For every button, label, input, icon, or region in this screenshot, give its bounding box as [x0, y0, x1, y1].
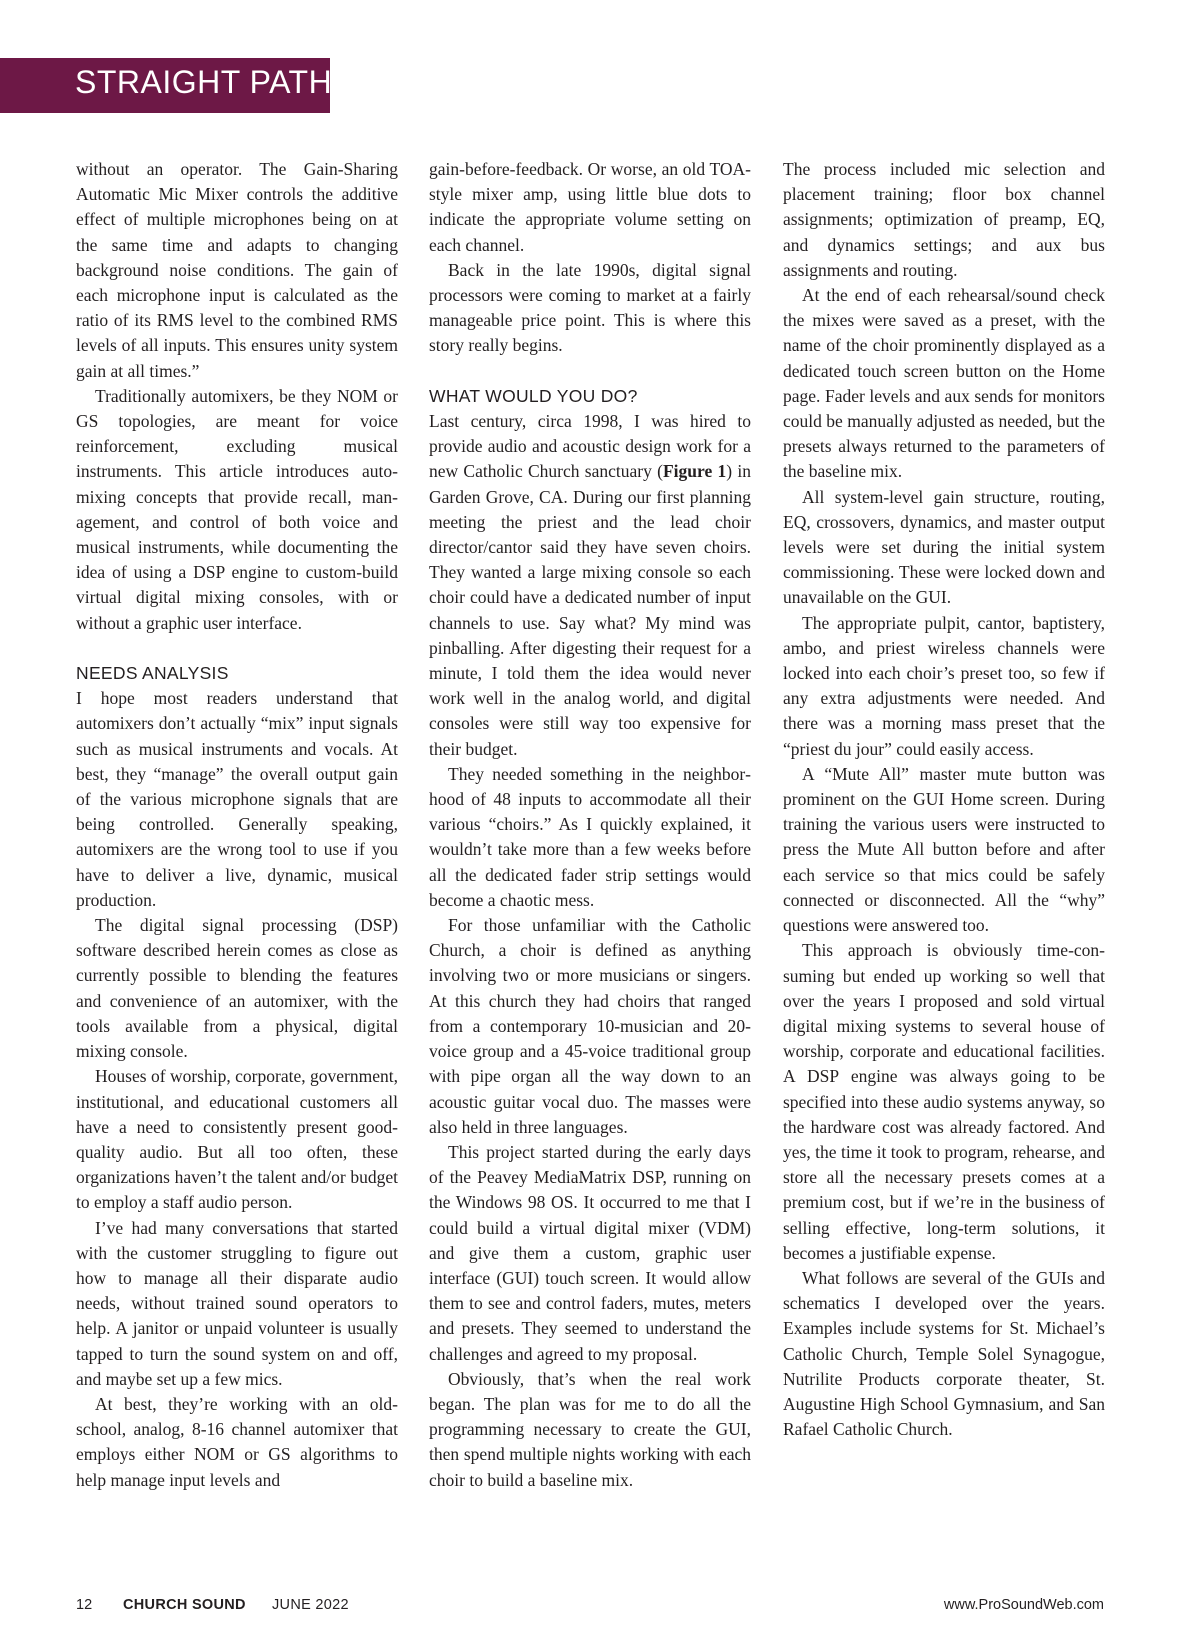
section-heading: WHAT WOULD YOU DO?	[429, 385, 638, 406]
section-heading: NEEDS ANALYSIS	[76, 663, 229, 684]
issue-date: JUNE 2022	[272, 1597, 349, 1613]
paragraph: The process included mic selection and placement training; floor box channel assignments; optimization of preamp, EQ, and dynamics settings; and aux bus assignments and routing.	[783, 159, 1105, 280]
article-column-2	[429, 157, 751, 1493]
paragraph: The digital signal processing (DSP) software described herein comes as close as currently possible to blending the features and convenience of an automixer, with the tools available from a physical, digital mixing console.	[76, 915, 398, 1062]
paragraph-text: ) in Garden Grove, CA. During our first planning meeting the priest and the lead choir director/cantor said they have seven choirs. They wanted a large mixing console so each choir could have a dedicated number of input channels to use. Say what? My mind was pinballing. After digesting their request for a minute, I told them the idea would never work well in the analog world, and digital consoles were still way too expensive for their budget.	[429, 461, 751, 759]
paragraph: I hope most readers understand that automixers don’t actually “mix” input signals such as musical instruments and vocals. At best, they “manage” the overall output gain of the various microphone signals that are being controlled. Generally speaking, automixers are the wrong tool to use if you have to deliver a live, dynamic, musical production.	[76, 688, 398, 910]
paragraph: This approach is obviously time-consuming but ended up working so well that over the years I proposed and sold virtual digital mixing systems to several house of worship, corporate and educational facilities. A DSP engine was always going to be specified into these audio systems anyway, so the hardware cost was already factored. And yes, the time it took to program, rehearse, and store all the necessary presets comes at a premium cost, but if we’re in the business of selling effective, long-term solutions, it becomes a justifiable expense.	[783, 940, 1105, 1263]
paragraph: This project started during the early days of the Peavey MediaMatrix DSP, running on the Windows 98 OS. It occurred to me that I could build a virtual digital mixer (VDM) and give them a custom, graphic user interface (GUI) touch screen. It would allow them to see and control faders, mutes, meters and presets. They seemed to understand the challenges and agreed to my proposal.	[429, 1141, 751, 1364]
section-spacer	[429, 359, 751, 384]
paragraph: Traditionally automixers, be they NOM or GS topologies, are meant for voice reinforcement, excluding musical instruments. This article introduces automixing concepts that provide recall, management, and control of both voice and musical instruments, while documenting the idea of using a DSP engine to custom-build virtual digital mixing consoles, with or without a graphic user interface.	[76, 385, 398, 633]
paragraph: I’ve had many conversations that started with the customer struggling to figure out how to manage all their disparate audio needs, without trained sound operators to help. A janitor or unpaid volunteer is usually tapped to turn the sound system on and off, and maybe set up a few mics.	[76, 1217, 398, 1389]
website-url: www.ProSoundWeb.com	[943, 1597, 1104, 1613]
paragraph-text: Last century, circa 1998, I was hired to provide audio and acoustic design work for a new Catholic Church sanctuary (	[429, 411, 751, 482]
section-spacer	[76, 636, 398, 661]
paragraph: without an operator. The Gain-Sharing Automatic Mic Mixer controls the additive effect of multiple microphones being on at the same time and adapts to changing background noise conditions. The gain of each microphone input is calculated as the ratio of its RMS level to the combined RMS levels of all inputs. This ensures unity system gain at all times.”	[76, 159, 398, 381]
paragraph: Houses of worship, corporate, government, institutional, and educational customers all have a need to consistently present good-quality audio. But all too often, these organizations haven’t the talent and/or budget to employ a staff audio person.	[76, 1066, 398, 1213]
paragraph: At the end of each rehearsal/sound check the mixes were saved as a preset, with the name of the choir prominently displayed as a dedicated touch screen button on the Home page. Fader levels and aux sends for monitors could be manually adjusted as needed, but the presets always returned to the parameters of the baseline mix.	[783, 285, 1105, 482]
publication-name: CHURCH SOUND	[123, 1597, 246, 1613]
paragraph: They needed something in the neighborhood of 48 inputs to accommodate all their various “choirs.” As I quickly explained, it wouldn’t take more than a few weeks before all the dedicated fader strip settings would become a chaotic mess.	[429, 763, 751, 910]
paragraph: Back in the late 1990s, digital signal processors were coming to market at a fairly manageable price point. This is where this story really begins.	[429, 259, 751, 356]
section-banner	[0, 58, 333, 113]
paragraph: All system-level gain structure, routing, EQ, crossovers, dynamics, and master output levels were set during the initial system commissioning. These were locked down and unavailable on the GUI.	[783, 486, 1105, 608]
paragraph: gain-before-feedback. Or worse, an old TOA-style mixer amp, using little blue dots to indicate the appropriate volume setting on each channel.	[429, 159, 751, 255]
figure-reference: Figure 1	[662, 461, 727, 482]
paragraph: Obviously, that’s when the real work began. The plan was for me to do all the programming necessary to create the GUI, then spend multiple nights working with each choir to build a baseline mix.	[429, 1368, 751, 1490]
paragraph: For those unfamiliar with the Catholic Church, a choir is defined as anything involving two or more musicians or singers. At this church they had choirs that ranged from a contemporary 10-musician and 20-voice group and a 45-voice traditional group with pipe organ all the way down to an acoustic guitar vocal duo. The masses were also held in three languages.	[429, 915, 751, 1137]
article-column-1	[76, 157, 398, 1493]
section-title: STRAIGHT PATH	[75, 64, 333, 100]
page-number: 12	[76, 1597, 93, 1613]
paragraph	[429, 409, 751, 762]
paragraph: What follows are several of the GUIs and schematics I developed over the years. Examples include systems for St. Michael’s Catholic Church, Temple Solel Synagogue, Nutrilite Products corporate theater, St. Augustine High School Gymnasium, and San Rafael Catholic Church.	[783, 1267, 1105, 1440]
article-column-3	[783, 157, 1105, 1442]
paragraph: At best, they’re working with an old-school, analog, 8-16 channel automixer that employs either NOM or GS algorithms to help manage input levels and	[76, 1393, 398, 1490]
paragraph: The appropriate pulpit, cantor, baptistery, ambo, and priest wireless channels were locked into each choir’s preset too, so few if any extra adjustments were needed. And there was a morning mass preset that the “priest du jour” could easily access.	[783, 612, 1105, 759]
paragraph: A “Mute All” master mute button was prominent on the GUI Home screen. During training the various users were instructed to press the Mute All button before and after each service so that mics could be safely connected or disconnected. All the “why” questions were answered too.	[783, 763, 1105, 936]
